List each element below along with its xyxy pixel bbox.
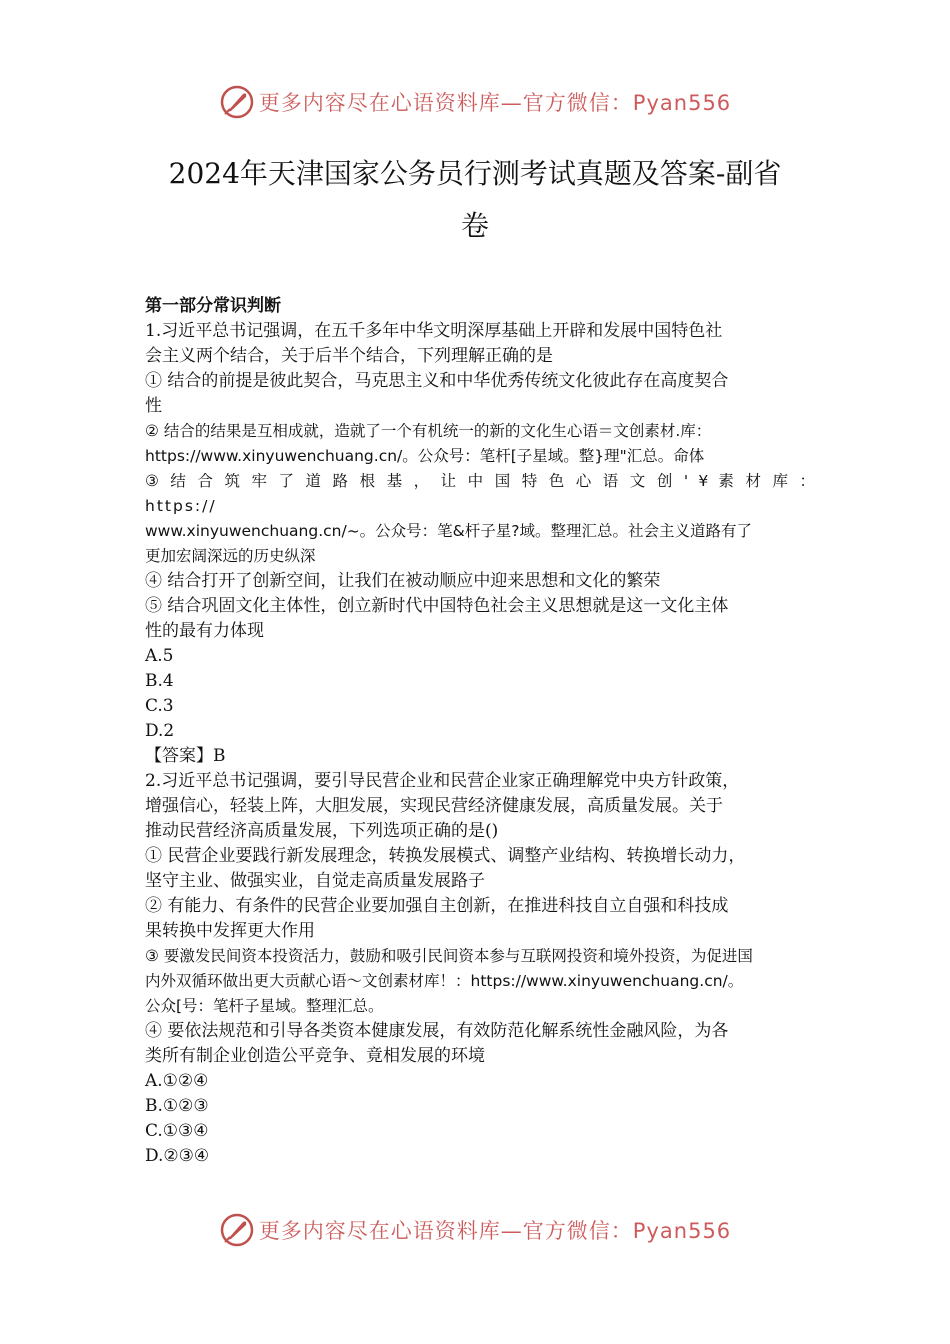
q1-option-line: ③ 结 合 筑 牢 了 道 路 根 基 ， 让 中 国 特 色 心 语 文 创 ' ¥ 素 材 库 ： https:// <box>145 472 817 515</box>
q2-option-line: ② 有能力、有条件的民营企业要加强自主创新，在推进科技自立自强和科技成 <box>145 896 729 916</box>
q1-choice: D.2 <box>145 721 175 741</box>
title-line-2: 卷 <box>460 209 489 242</box>
q1-option-line: www.xinyuwenchuang.cn/~。公众号：笔&杆子星?域。整理汇总。社会主义道路有了 <box>145 522 752 540</box>
q2-choice: C.①③④ <box>145 1121 209 1141</box>
q1-stem-line: 1.习近平总书记强调，在五千多年中华文明深厚基础上开辟和发展中国特色社 <box>145 321 723 341</box>
q2-option-line: 内外双循环做出更大贡献心语～文创素材库！：https://www.xinyuwenchuang.cn/。 <box>145 972 744 990</box>
q2-choice: B.①②③ <box>145 1096 209 1116</box>
q1-option-line: 更加宏阔深远的历史纵深 <box>145 547 316 565</box>
q1-option-line: ① 结合的前提是彼此契合，马克思主义和中华优秀传统文化彼此存在高度契合 <box>145 371 729 391</box>
q2-option-line: 坚守主业、做强实业，自觉走高质量发展路子 <box>145 871 485 891</box>
q1-choice: A.5 <box>145 646 174 666</box>
q2-option-line: ④ 要依法规范和引导各类资本健康发展，有效防范化解系统性金融风险，为各 <box>145 1021 729 1041</box>
q1-option-line: ④ 结合打开了创新空间，让我们在被动顺应中迎来思想和文化的繁荣 <box>145 571 661 591</box>
banner-text: 更多内容尽在心语资料库—官方微信：Pyan556 <box>258 1219 732 1243</box>
q2-option-line: 果转换中发挥更大作用 <box>145 921 315 941</box>
q1-choice: B.4 <box>145 671 174 691</box>
header-banner <box>0 82 950 122</box>
q2-option-line: ① 民营企业要践行新发展理念，转换发展模式、调整产业结构、转换增长动力， <box>145 846 746 866</box>
q1-option-line: ② 结合的结果是互相成就，造就了一个有机统一的新的文化生心语＝文创素材.库： <box>145 422 712 440</box>
q2-choice: D.②③④ <box>145 1146 210 1166</box>
q2-option-line: ③ 要激发民间资本投资活力，鼓励和吸引民间资本参与互联网投资和境外投资，为促进国 <box>145 947 753 965</box>
q1-option-line: 性 <box>145 396 162 416</box>
footer-banner <box>0 1210 950 1250</box>
q1-option-line: ⑤ 结合巩固文化主体性，创立新时代中国特色社会主义思想就是这一文化主体 <box>145 596 729 616</box>
q1-option-line: 性的最有力体现 <box>145 621 264 641</box>
q2-stem-line: 推动民营经济高质量发展，下列选项正确的是() <box>145 821 499 841</box>
quill-logo-icon <box>219 84 255 120</box>
q2-stem-line: 增强信心，轻装上阵，大胆发展，实现民营经济健康发展，高质量发展。关于 <box>145 796 723 816</box>
q1-choice: C.3 <box>145 696 174 716</box>
banner-text: 更多内容尽在心语资料库—官方微信：Pyan556 <box>258 91 732 115</box>
q1-answer: 【答案】B <box>145 746 226 766</box>
page-title <box>145 148 805 252</box>
title-line-1: 2024年天津国家公务员行测考试真题及答案-副省 <box>168 157 782 190</box>
q2-option-line: 类所有制企业创造公平竞争、竟相发展的环境 <box>145 1046 485 1066</box>
section-heading: 第一部分常识判断 <box>145 296 281 316</box>
q2-choice: A.①②④ <box>145 1071 209 1091</box>
q2-option-line: 公众[号：笔杆子星域。整理汇总。 <box>145 997 384 1015</box>
quill-logo-icon <box>219 1212 255 1248</box>
document-body <box>145 294 817 1169</box>
q1-option-line: https://www.xinyuwenchuang.cn/。公众号：笔杆[子星域。整}理"汇总。命体 <box>145 447 705 465</box>
q1-stem-line: 会主义两个结合，关于后半个结合，下列理解正确的是 <box>145 346 553 366</box>
q2-stem-line: 2.习近平总书记强调，要引导民营企业和民营企业家正确理解党中央方针政策， <box>145 771 740 791</box>
